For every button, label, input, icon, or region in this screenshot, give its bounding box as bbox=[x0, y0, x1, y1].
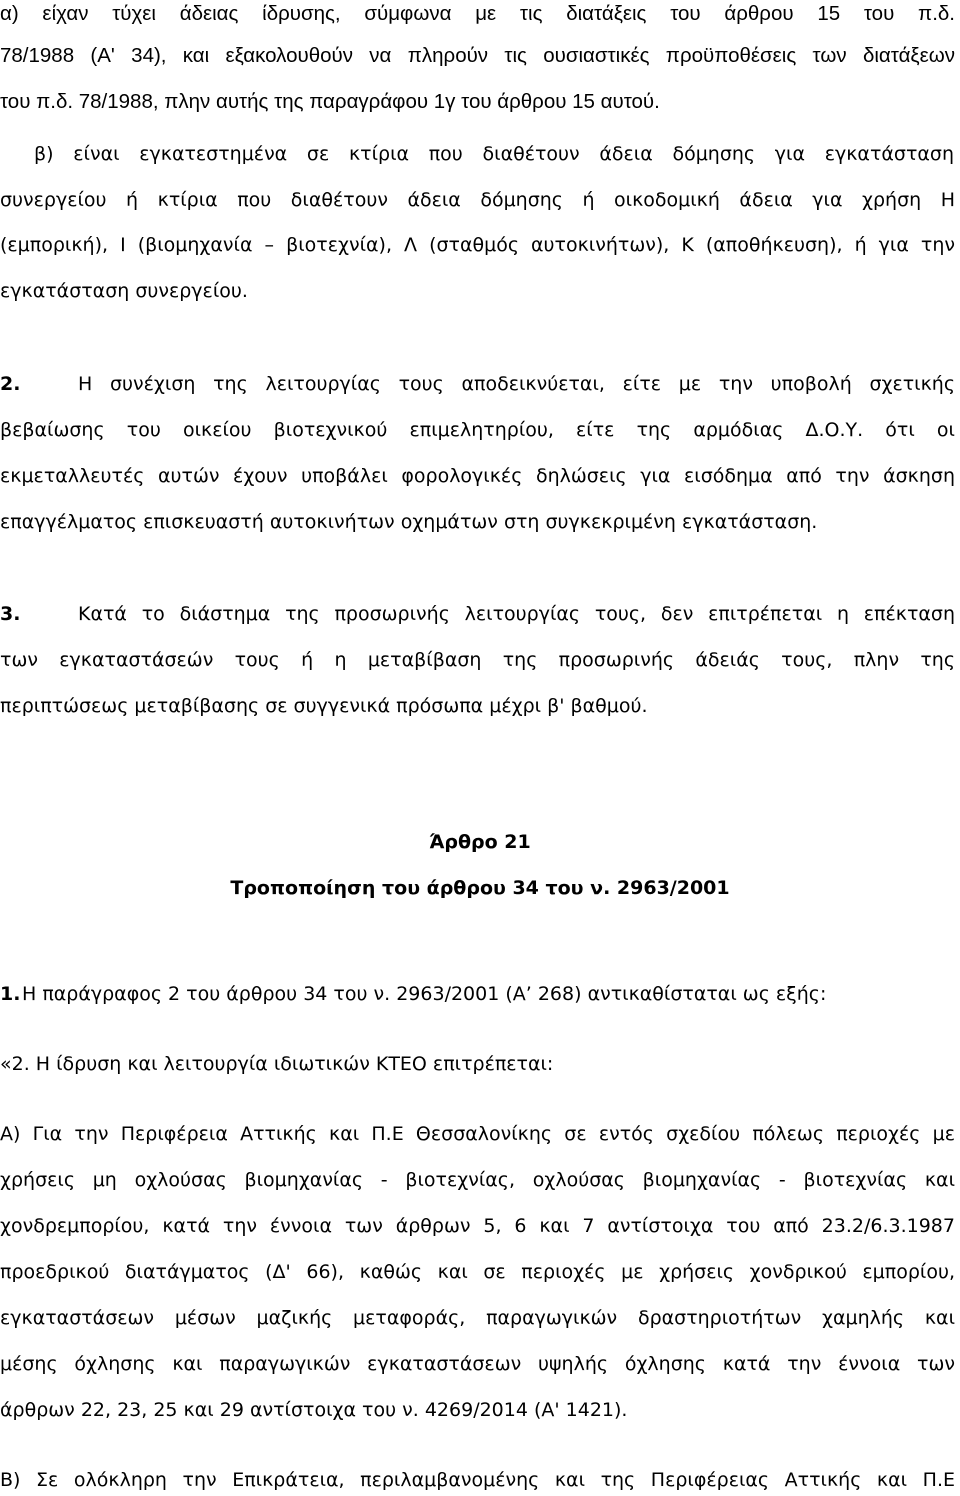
article-title: Άρθρο 21 bbox=[429, 831, 531, 853]
item-a-line-6: μέσης όχλησης και παραγωγικών εγκαταστάσεων υψηλής όχλησης κατά την έννοια των bbox=[0, 1353, 955, 1375]
para-b-line-2: συνεργείου ή κτίρια που διαθέτουν άδεια δόμησης ή οικοδομική άδεια για χρήση Η bbox=[0, 189, 955, 211]
para-3-number: 3. bbox=[0, 603, 21, 625]
para-b-line-1: β) είναι εγκατεστημένα σε κτίρια που διαθέτουν άδεια δόμησης για εγκατάσταση bbox=[34, 143, 954, 165]
para-a-line-1: α) είχαν τύχει άδειας ίδρυσης, σύμφωνα με τις διατάξεις του άρθρου 15 του π.δ. bbox=[0, 2, 955, 25]
item-a-line-4: προεδρικού διατάγματος (Δ' 66), καθώς και σε περιοχές με χρήσεις χονδρικού εμπορίου, bbox=[0, 1261, 955, 1283]
para-2-line-2: βεβαίωσης του οικείου βιοτεχνικού επιμελητηρίου, είτε της αρμόδιας Δ.Ο.Υ. ότι οι bbox=[0, 419, 955, 441]
para-b-line-3: (εμπορική), Ι (βιομηχανία – βιοτεχνία), Λ (σταθμός αυτοκινήτων), Κ (αποθήκευση), ή για την bbox=[0, 234, 955, 256]
para-a-line-2: 78/1988 (Α' 34), και εξακολουθούν να πληρούν τις ουσιαστικές προϋποθέσεις των διατάξεων bbox=[0, 44, 955, 67]
item-a-line-3: χονδρεμπορίου, κατά την έννοια των άρθρων 5, 6 και 7 αντίστοιχα του από 23.2/6.3.1987 bbox=[0, 1215, 955, 1237]
para-3-line-3: περιπτώσεως μεταβίβασης σε συγγενικά πρόσωπα μέχρι β' βαθμού. bbox=[0, 695, 648, 717]
para-3-line-2: των εγκαταστάσεών τους ή η μεταβίβαση της προσωρινής άδειάς τους, πλην της bbox=[0, 649, 955, 671]
amend-1-number: 1. bbox=[0, 983, 21, 1005]
para-2-line-1: Η συνέχιση της λειτουργίας τους αποδεικνύεται, είτε με την υποβολή σχετικής bbox=[78, 373, 955, 395]
item-a-line-5: εγκαταστάσεων μέσων μαζικής μεταφοράς, παραγωγικών δραστηριοτήτων χαμηλής και bbox=[0, 1307, 955, 1329]
article-subtitle: Τροποποίηση του άρθρου 34 του ν. 2963/2001 bbox=[230, 877, 730, 899]
quote-2-text: «2. Η ίδρυση και λειτουργία ιδιωτικών ΚΤΕΟ επιτρέπεται: bbox=[0, 1053, 554, 1075]
para-2-number: 2. bbox=[0, 373, 21, 395]
item-a-line-7: άρθρων 22, 23, 25 και 29 αντίστοιχα του ν. 4269/2014 (Α' 1421). bbox=[0, 1399, 628, 1421]
item-b-line-1: Β) Σε ολόκληρη την Επικράτεια, περιλαμβανομένης και της Περιφέρειας Αττικής και Π.Ε bbox=[0, 1469, 955, 1491]
para-3-line-1: Κατά το διάστημα της προσωρινής λειτουργίας τους, δεν επιτρέπεται η επέκταση bbox=[78, 603, 955, 625]
item-a-line-2: χρήσεις μη οχλούσας βιομηχανίας - βιοτεχνίας, οχλούσας βιομηχανίας - βιοτεχνίας και bbox=[0, 1169, 955, 1191]
para-b-line-4: εγκατάσταση συνεργείου. bbox=[0, 280, 248, 302]
para-a-line-3: του π.δ. 78/1988, πλην αυτής της παραγράφου 1γ του άρθρου 15 αυτού. bbox=[0, 90, 660, 113]
item-a-line-1: Α) Για την Περιφέρεια Αττικής και Π.Ε Θεσσαλονίκης σε εντός σχεδίου πόλεως περιοχές με bbox=[0, 1123, 955, 1145]
para-2-line-3: εκμεταλλευτές αυτών έχουν υποβάλει φορολογικές δηλώσεις για εισόδημα από την άσκηση bbox=[0, 465, 955, 487]
amend-1-text: Η παράγραφος 2 του άρθρου 34 του ν. 2963/2001 (Α’ 268) αντικαθίσταται ως εξής: bbox=[22, 983, 827, 1005]
para-2-line-4: επαγγέλματος επισκευαστή αυτοκινήτων οχημάτων στη συγκεκριμένη εγκατάσταση. bbox=[0, 511, 818, 533]
